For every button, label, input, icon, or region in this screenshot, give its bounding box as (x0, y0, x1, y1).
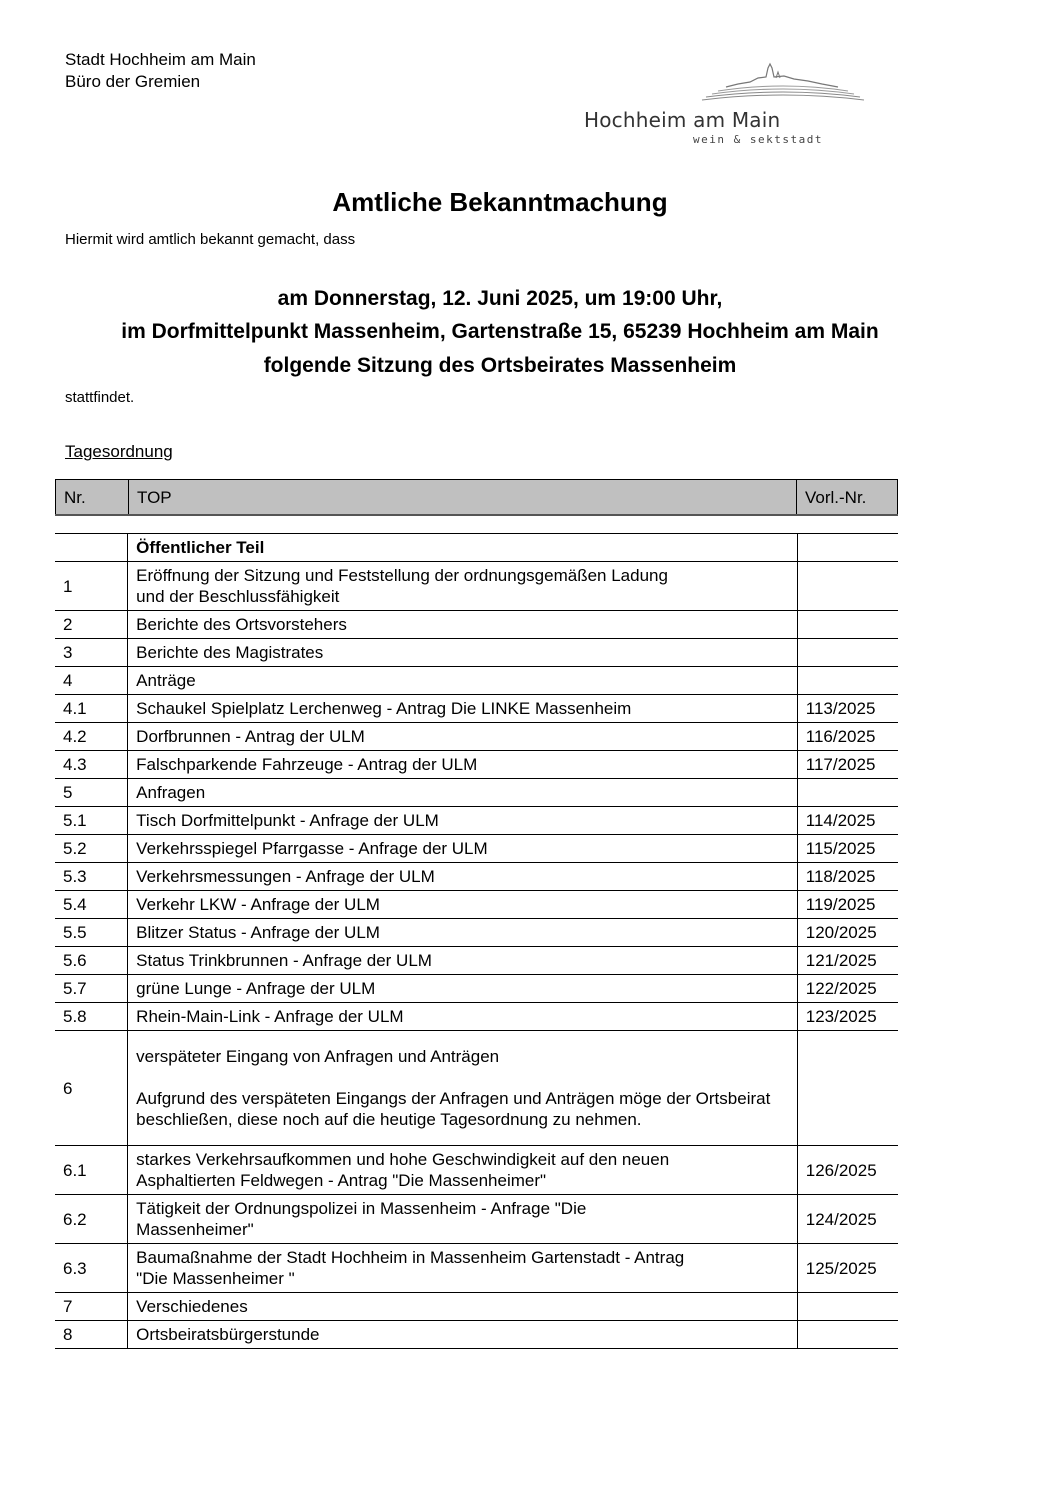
item-number: 6.3 (55, 1244, 128, 1293)
logo-tagline: wein & sektstadt (693, 133, 823, 146)
item-topic (128, 751, 798, 779)
item-topic-detail: Asphaltierten Feldwegen - Antrag "Die Massenheimer" (136, 1171, 547, 1190)
item-vorlage: 114/2025 (797, 807, 898, 835)
header-vorl: Vorl.-Nr. (797, 480, 898, 516)
table-row (55, 1293, 898, 1321)
agenda-table (55, 533, 898, 1349)
item-topic-line: Eröffnung der Sitzung und Feststellung der ordnungsgemäßen Ladung (136, 566, 668, 585)
item-topic-line: Berichte des Ortsvorstehers (136, 615, 347, 634)
item-topic (128, 947, 798, 975)
item-topic-detail: Aufgrund des verspäteten Eingangs der Anfragen und Anträgen möge der Ortsbeirat beschließen, diese noch auf die heutige Tagesordnung zu nehmen. (136, 1089, 771, 1129)
item-topic (128, 562, 798, 611)
item-vorlage: 122/2025 (797, 975, 898, 1003)
item-topic (128, 1195, 798, 1244)
table-row (55, 723, 898, 751)
item-number: 6 (55, 1031, 128, 1146)
item-topic (128, 639, 798, 667)
item-topic-line: Verschiedenes (136, 1297, 248, 1316)
item-topic-line: Rhein-Main-Link - Anfrage der ULM (136, 1007, 404, 1026)
meeting-session: folgende Sitzung des Ortsbeirates Massenheim (263, 354, 737, 377)
item-topic-line: Tisch Dorfmittelpunkt - Anfrage der ULM (136, 811, 439, 830)
item-topic-line: Verkehr LKW - Anfrage der ULM (136, 895, 380, 914)
table-row (55, 667, 898, 695)
item-number: 8 (55, 1321, 128, 1349)
table-row (55, 1031, 898, 1146)
item-topic-detail: "Die Massenheimer " (136, 1269, 295, 1288)
item-vorlage: 124/2025 (797, 1195, 898, 1244)
item-topic-detail: und der Beschlussfähigkeit (136, 587, 340, 606)
item-vorlage (797, 667, 898, 695)
table-row (55, 562, 898, 611)
header-nr: Nr. (56, 480, 129, 516)
item-number: 2 (55, 611, 128, 639)
table-row (55, 1146, 898, 1195)
item-topic (128, 1031, 798, 1146)
item-topic (128, 1146, 798, 1195)
item-topic (128, 1321, 798, 1349)
item-topic-line: Status Trinkbrunnen - Anfrage der ULM (136, 951, 432, 970)
table-row (55, 947, 898, 975)
item-number: 6.1 (55, 1146, 128, 1195)
item-topic (128, 667, 798, 695)
logo-wordmark: Hochheim am Main (584, 108, 781, 132)
item-topic-line: Verkehrsspiegel Pfarrgasse - Anfrage der ULM (136, 839, 488, 858)
sender-city: Stadt Hochheim am Main (65, 50, 256, 69)
table-row (55, 779, 898, 807)
item-topic-line: Tätigkeit der Ordnungspolizei in Massenheim - Anfrage "Die (136, 1199, 587, 1218)
table-row (55, 611, 898, 639)
item-number: 5.5 (55, 919, 128, 947)
item-topic (128, 611, 798, 639)
item-vorlage: 113/2025 (797, 695, 898, 723)
item-topic-line: Verkehrsmessungen - Anfrage der ULM (136, 867, 435, 886)
table-row (55, 639, 898, 667)
item-topic-line: verspäteter Eingang von Anfragen und Anträgen (136, 1047, 500, 1066)
item-topic (128, 779, 798, 807)
item-number: 7 (55, 1293, 128, 1321)
item-number: 5.1 (55, 807, 128, 835)
table-row (55, 975, 898, 1003)
item-vorlage: 115/2025 (797, 835, 898, 863)
item-topic-line: Schaukel Spielplatz Lerchenweg - Antrag Die LINKE Massenheim (136, 699, 632, 718)
item-vorlage (797, 611, 898, 639)
document-title: Amtliche Bekanntmachung (332, 187, 668, 217)
item-vorlage: 118/2025 (797, 863, 898, 891)
item-number: 4 (55, 667, 128, 695)
item-vorlage (797, 562, 898, 611)
item-topic-line: Falschparkende Fahrzeuge - Antrag der ULM (136, 755, 478, 774)
agenda-heading: Tagesordnung (65, 442, 173, 461)
item-number: 4.3 (55, 751, 128, 779)
item-topic (128, 695, 798, 723)
item-vorlage (797, 1293, 898, 1321)
item-number: 5.3 (55, 863, 128, 891)
city-logo (580, 60, 870, 155)
item-topic (128, 863, 798, 891)
item-vorlage: 119/2025 (797, 891, 898, 919)
outro-text: stattfindet. (65, 389, 135, 406)
item-topic (128, 807, 798, 835)
item-vorlage: 126/2025 (797, 1146, 898, 1195)
table-row (55, 1195, 898, 1244)
item-topic-line: Dorfbrunnen - Antrag der ULM (136, 727, 365, 746)
item-topic (128, 1293, 798, 1321)
section-title: Öffentlicher Teil (128, 534, 798, 562)
item-number: 3 (55, 639, 128, 667)
item-topic-line: Anfragen (136, 783, 206, 802)
intro-text: Hiermit wird amtlich bekannt gemacht, dass (65, 231, 356, 248)
item-topic-line: Berichte des Magistrates (136, 643, 324, 662)
table-row (55, 807, 898, 835)
item-topic (128, 1244, 798, 1293)
item-topic-line: Ortsbeiratsbürgerstunde (136, 1325, 320, 1344)
item-topic (128, 835, 798, 863)
item-topic-line: Blitzer Status - Anfrage der ULM (136, 923, 380, 942)
table-row (55, 891, 898, 919)
table-row (55, 1003, 898, 1031)
item-topic (128, 723, 798, 751)
item-topic-line: Anträge (136, 671, 196, 690)
item-number: 5 (55, 779, 128, 807)
item-vorlage: 121/2025 (797, 947, 898, 975)
section-row (55, 534, 898, 562)
item-topic-line: starkes Verkehrsaufkommen und hohe Geschwindigkeit auf den neuen (136, 1150, 670, 1169)
sender-office: Büro der Gremien (65, 72, 201, 91)
item-number: 6.2 (55, 1195, 128, 1244)
item-vorlage: 125/2025 (797, 1244, 898, 1293)
item-topic-line: Baumaßnahme der Stadt Hochheim in Massenheim Gartenstadt - Antrag (136, 1248, 685, 1267)
table-row (55, 863, 898, 891)
item-topic (128, 1003, 798, 1031)
item-number: 5.8 (55, 1003, 128, 1031)
header-top: TOP (129, 480, 797, 516)
table-row (55, 695, 898, 723)
meeting-date: am Donnerstag, 12. Juni 2025, um 19:00 Uhr, (277, 287, 723, 310)
meeting-place: im Dorfmittelpunkt Massenheim, Gartenstraße 15, 65239 Hochheim am Main (121, 320, 879, 343)
item-number: 5.4 (55, 891, 128, 919)
item-vorlage (797, 1031, 898, 1146)
table-row (55, 1321, 898, 1349)
item-vorlage: 117/2025 (797, 751, 898, 779)
item-vorlage (797, 639, 898, 667)
item-number: 5.2 (55, 835, 128, 863)
table-row (55, 1244, 898, 1293)
item-number: 1 (55, 562, 128, 611)
item-number: 4.2 (55, 723, 128, 751)
skyline-icon (698, 60, 868, 106)
item-topic (128, 919, 798, 947)
table-row (55, 751, 898, 779)
item-vorlage: 116/2025 (797, 723, 898, 751)
item-vorlage: 123/2025 (797, 1003, 898, 1031)
sender-block (65, 49, 256, 93)
item-number: 5.7 (55, 975, 128, 1003)
item-number: 4.1 (55, 695, 128, 723)
table-row (55, 835, 898, 863)
item-topic (128, 891, 798, 919)
table-row (55, 919, 898, 947)
agenda-header-table (55, 479, 898, 516)
item-vorlage (797, 779, 898, 807)
item-vorlage: 120/2025 (797, 919, 898, 947)
item-number: 5.6 (55, 947, 128, 975)
item-topic-detail: Massenheimer" (136, 1220, 254, 1239)
item-topic-line: grüne Lunge - Anfrage der ULM (136, 979, 376, 998)
item-topic (128, 975, 798, 1003)
item-vorlage (797, 1321, 898, 1349)
